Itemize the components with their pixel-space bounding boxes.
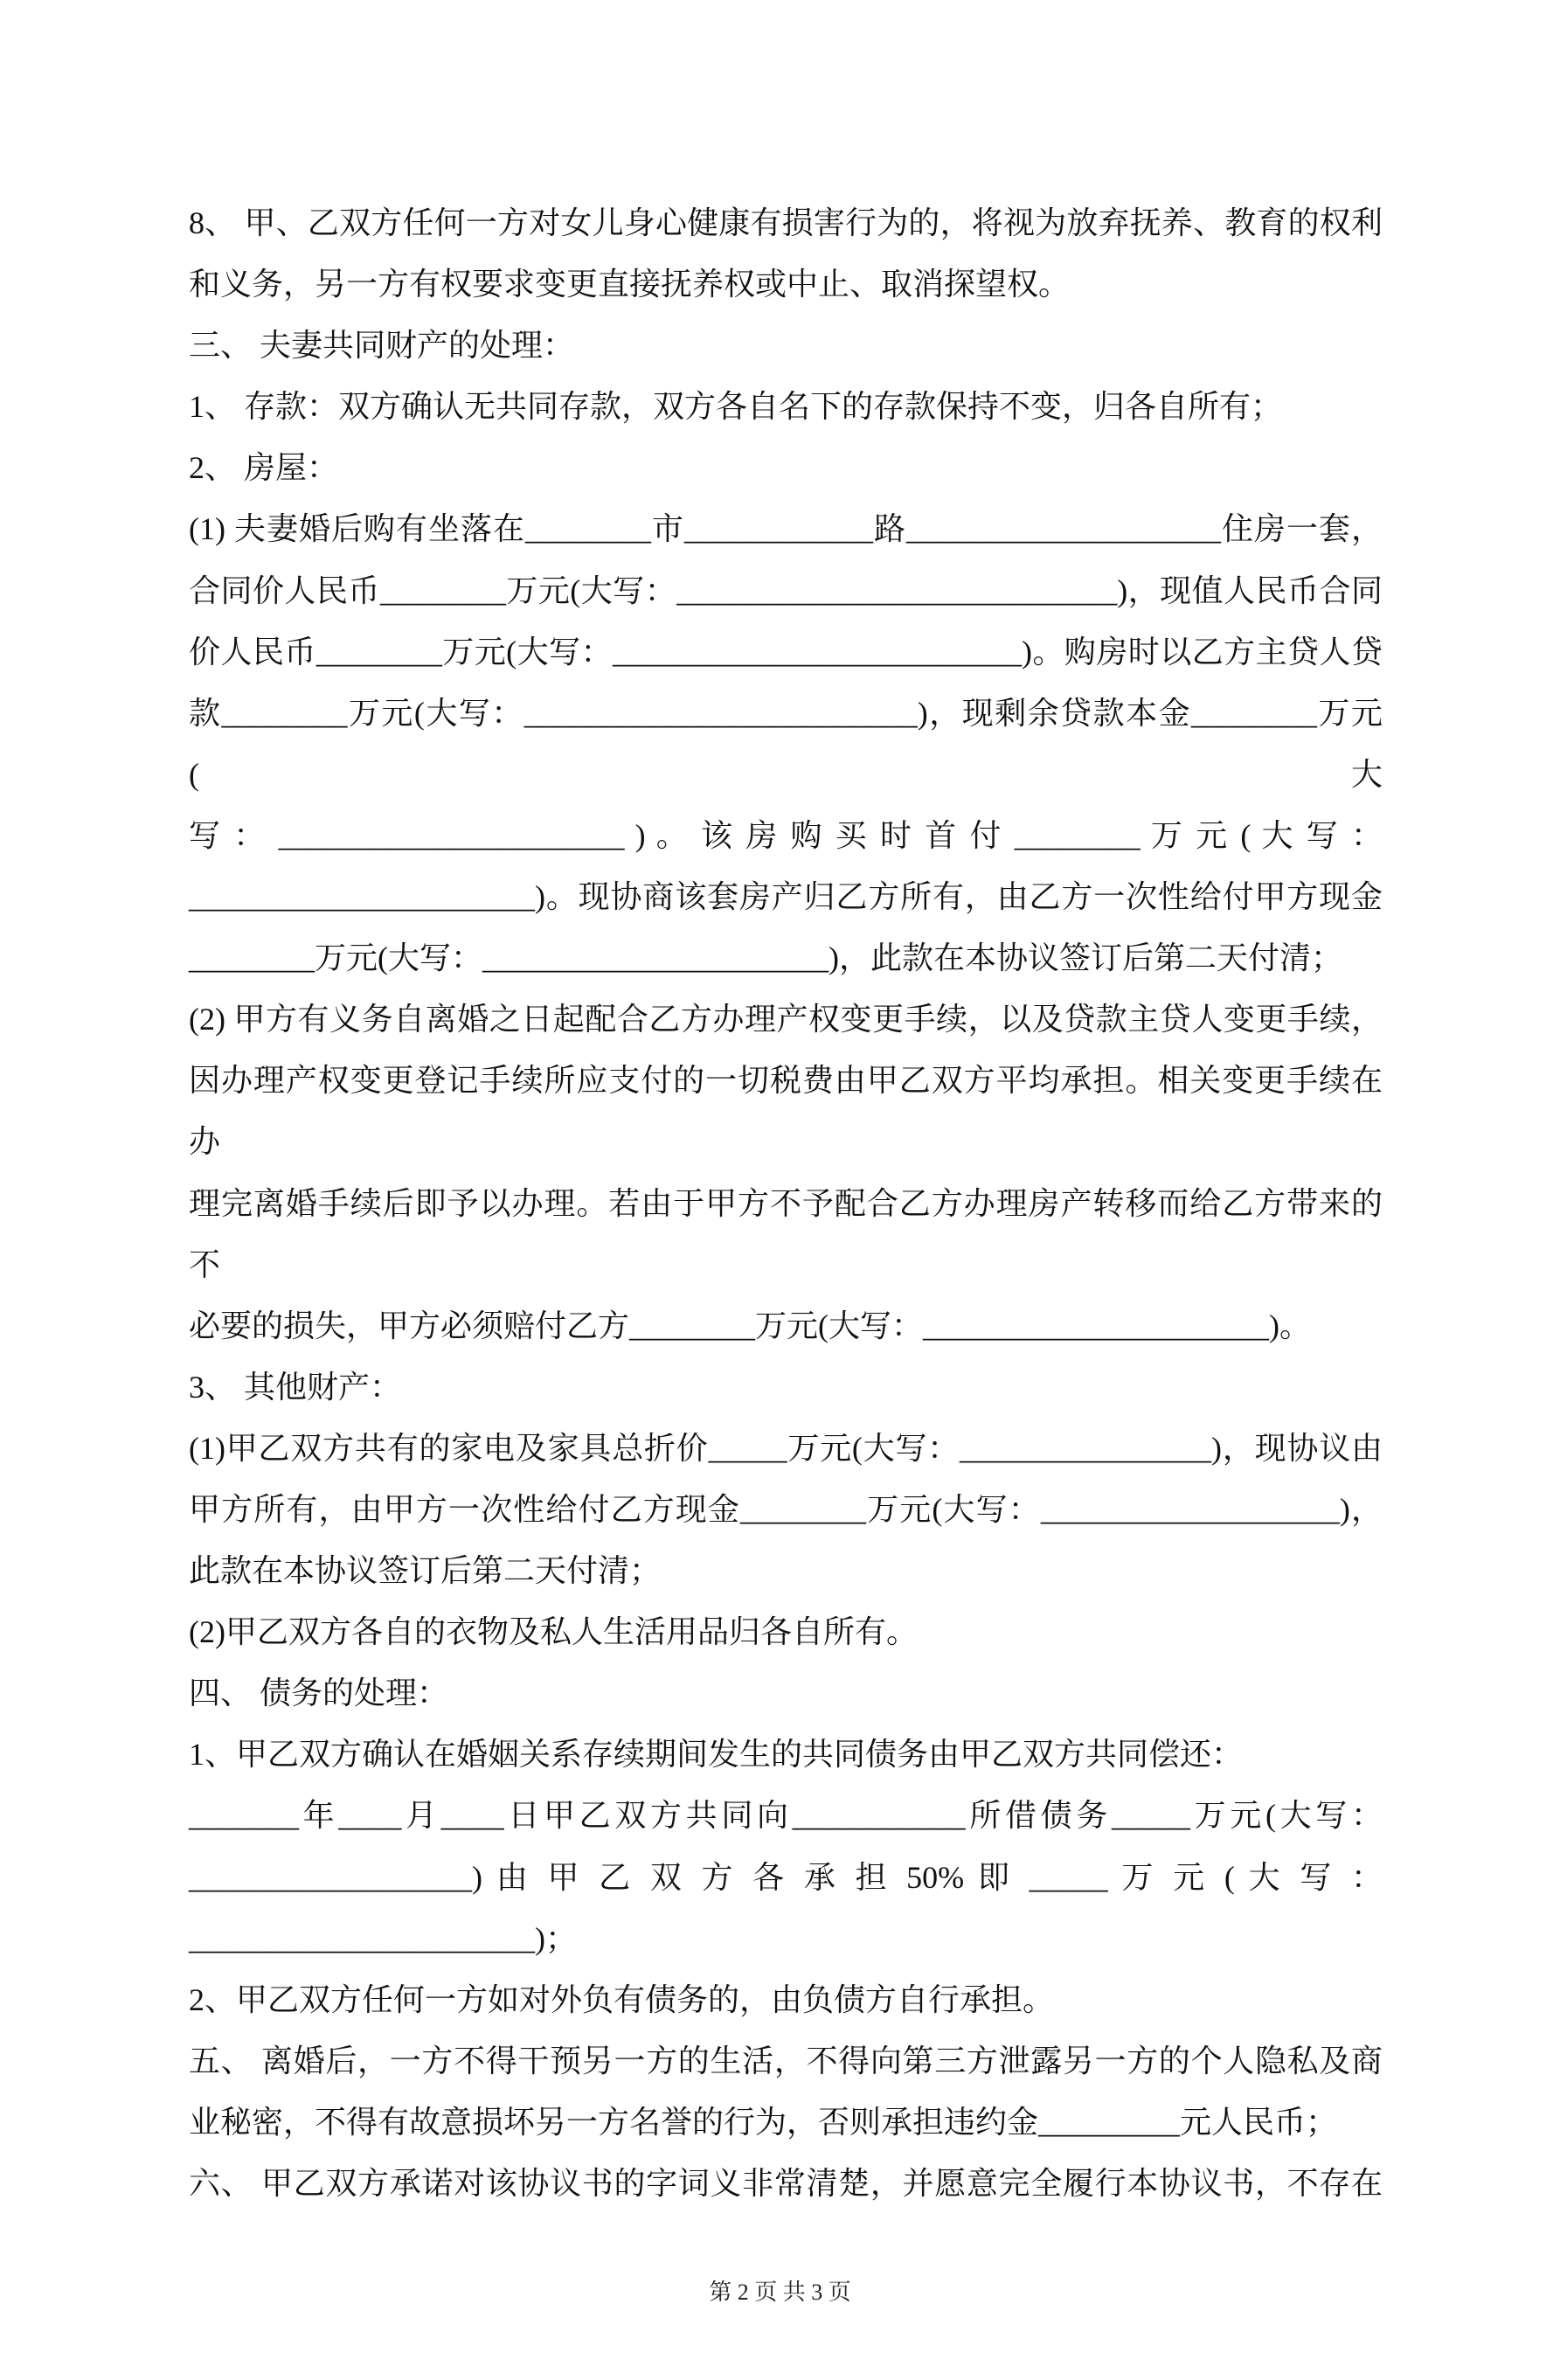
page-footer: 第 2 页 共 3 页 — [709, 2279, 851, 2306]
text-line: (2)甲乙双方各自的衣物及私人生活用品归各自所有。 — [189, 1614, 918, 1650]
text-line: (1) 夫妻婚后购有坐落在________市____________路____________________住房一套， — [189, 511, 1383, 547]
text-line: 价人民币________万元(大写：__________________________)。购房时以乙方主贷人贷 — [189, 634, 1383, 670]
text-line: (2) 甲方有义务自离婚之日起配合乙方办理产权变更手续，以及贷款主贷人变更手续， — [189, 1002, 1383, 1037]
text-line: 1、 存款：双方确认无共同存款，双方各自名下的存款保持不变，归各自所有； — [189, 389, 1283, 425]
text-line: 三、 夫妻共同财产的处理： — [189, 328, 575, 364]
text-line: 必要的损失，甲方必须赔付乙方________万元(大写：______________________)。 — [189, 1308, 1311, 1343]
text-line: 六、 甲乙双方承诺对该协议书的字词义非常清楚，并愿意完全履行本协议书，不存在 — [189, 2166, 1383, 2201]
text-line: 和义务，另一方有权要求变更直接抚养权或中止、取消探望权。 — [189, 267, 1071, 302]
text-line: ______________________)； — [189, 1920, 577, 1956]
text-line: 因办理产权变更登记手续所应支付的一切税费由甲乙双方平均承担。相关变更手续在办 — [189, 1063, 1383, 1160]
text-line: 甲方所有，由甲方一次性给付乙方现金________万元(大写：___________________)， — [189, 1491, 1383, 1527]
text-line: ________万元(大写：______________________)，此款在本协议签订后第二天付清； — [189, 940, 1342, 976]
text-line: (1)甲乙双方共有的家电及家具总折价_____万元(大写：________________)，现协议由 — [189, 1430, 1383, 1466]
text-line: 3、 其他财产： — [189, 1369, 402, 1405]
text-line: 合同价人民币________万元(大写：____________________________)，现值人民币合同 — [189, 572, 1383, 608]
text-line: 8、 甲、乙双方任何一方对女儿身心健康有损害行为的，将视为放弃抚养、教育的权利 — [189, 205, 1383, 240]
document-page — [189, 0, 1383, 2214]
text-line: 款________万元(大写：_________________________)，现剩余贷款本金________万元(大 — [189, 695, 1383, 792]
text-line: 四、 债务的处理： — [189, 1676, 449, 1711]
text-line: _______年____月____日甲乙双方共同向___________所借债务_____万元(大写： — [189, 1798, 1383, 1834]
text-line: 2、甲乙双方任何一方如对外负有债务的，由负债方自行承担。 — [189, 1981, 1055, 2017]
text-line: 业秘密，不得有故意损坏另一方名誉的行为，否则承担违约金_________元人民币； — [189, 2104, 1338, 2140]
text-line: ______________________)。现协商该套房产归乙方所有，由乙方一次性给付甲方现金 — [189, 879, 1383, 915]
text-line: 写 ： ______________________ ) 。 该 房 购 买 时 首 付 ________ 万 元 ( 大 写 ： — [189, 817, 1383, 853]
text-line: 此款在本协议签订后第二天付清； — [189, 1553, 662, 1589]
text-line: 1、甲乙双方确认在婚姻关系存续期间发生的共同债务由甲乙双方共同偿还： — [189, 1737, 1244, 1773]
text-line: 2、 房屋： — [189, 450, 339, 486]
text-line: 五、 离婚后，一方不得干预另一方的生活，不得向第三方泄露另一方的个人隐私及商 — [189, 2043, 1383, 2078]
text-line: 理完离婚手续后即予以办理。若由于甲方不予配合乙方办理房产转移而给乙方带来的不 — [189, 1185, 1383, 1282]
text-line: __________________) 由 甲 乙 双 方 各 承 担 50% 即 _____ 万 元 ( 大 写 ： — [189, 1859, 1383, 1895]
